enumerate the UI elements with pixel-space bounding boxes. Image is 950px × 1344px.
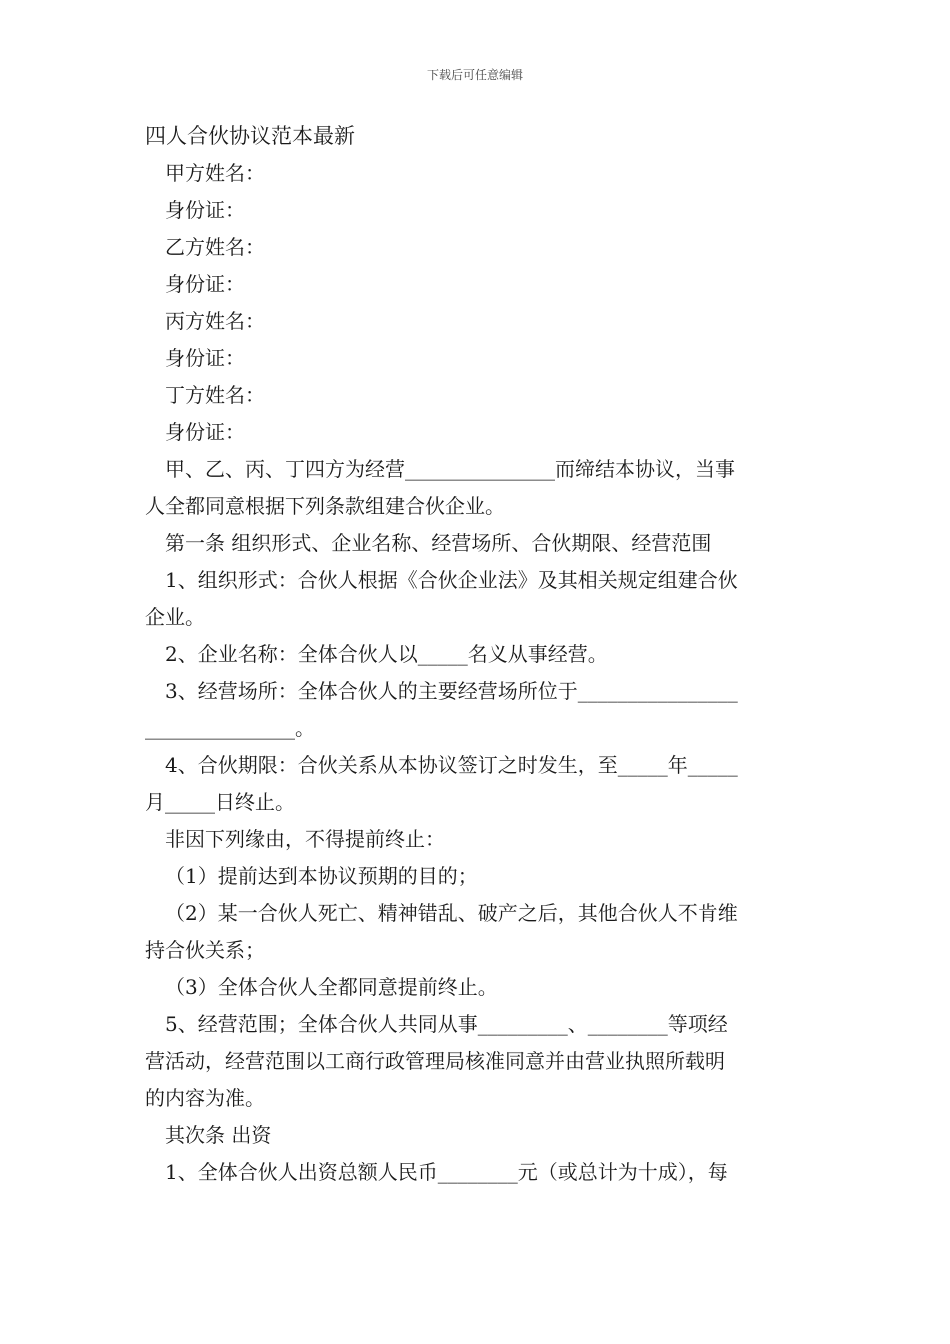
article-1-clause-5-line-2: 营活动，经营范围以工商行政管理局核准同意并由营业执照所载明 <box>145 1049 725 1073</box>
page-header: 下载后可任意编辑 <box>426 68 523 82</box>
article-2-clause-1: 1、全体合伙人出资总额人民币________元（或总计为十成），每 <box>165 1160 728 1184</box>
article-1-clause-1-line-1: 1、组织形式：合伙人根据《合伙企业法》及其相关规定组建合伙 <box>165 568 738 592</box>
article-1-title: 第一条 组织形式、企业名称、经营场所、合伙期限、经营范围 <box>165 531 712 555</box>
termination-item-2-line-1: （2）某一合伙人死亡、精神错乱、破产之后，其他合伙人不肯维 <box>165 901 738 925</box>
article-1-clause-3-line-1: 3、经营场所：全体合伙人的主要经营场所位于________________ <box>165 679 738 703</box>
article-1-clause-4-line-1: 4、合伙期限：合伙关系从本协议签订之时发生，至_____年_____ <box>165 753 738 777</box>
party-b-name: 乙方姓名： <box>165 235 265 259</box>
party-b-id: 身份证： <box>165 272 245 296</box>
article-2-title: 其次条 出资 <box>165 1123 272 1147</box>
article-1-clause-3-line-2: _______________。 <box>145 716 315 740</box>
party-d-name: 丁方姓名： <box>165 383 265 407</box>
termination-item-1: （1）提前达到本协议预期的目的； <box>165 864 478 888</box>
intro-line-1: 甲、乙、丙、丁四方为经营_______________而缔结本协议，当事 <box>165 457 735 481</box>
party-d-id: 身份证： <box>165 420 245 444</box>
party-a-name: 甲方姓名： <box>165 161 265 185</box>
article-1-clause-1-line-2: 企业。 <box>145 605 205 629</box>
party-a-id: 身份证： <box>165 198 245 222</box>
termination-intro: 非因下列缘由，不得提前终止： <box>165 827 445 851</box>
party-c-name: 丙方姓名： <box>165 309 265 333</box>
article-1-clause-4-line-2: 月_____日终止。 <box>145 790 295 814</box>
termination-item-2-line-2: 持合伙关系； <box>145 938 265 962</box>
party-c-id: 身份证： <box>165 346 245 370</box>
article-1-clause-5-line-3: 的内容为准。 <box>145 1086 265 1110</box>
intro-line-2: 人全都同意根据下列条款组建合伙企业。 <box>145 494 505 518</box>
article-1-clause-2: 2、企业名称：全体合伙人以_____名义从事经营。 <box>165 642 608 666</box>
termination-item-3: （3）全体合伙人全都同意提前终止。 <box>165 975 498 999</box>
article-1-clause-5-line-1: 5、经营范围；全体合伙人共同从事_________、________等项经 <box>165 1012 728 1036</box>
document-title: 四人合伙协议范本最新 <box>145 124 355 148</box>
document-body <box>145 118 810 1191</box>
